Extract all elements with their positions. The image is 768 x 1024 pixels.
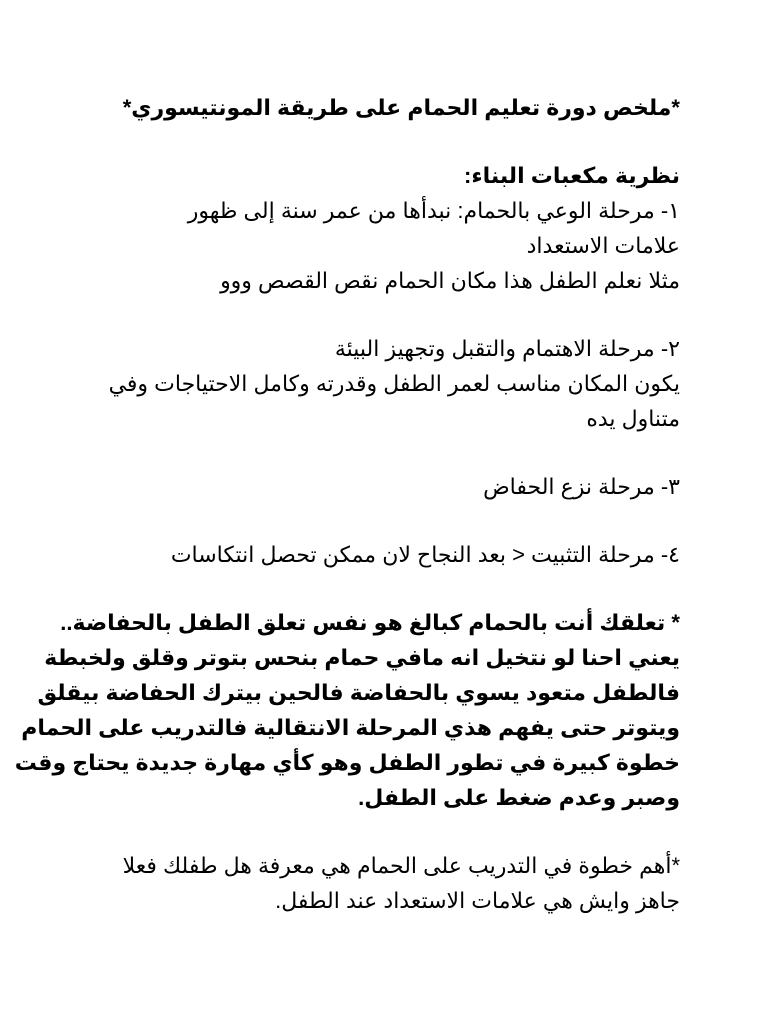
stage2-line3: متناول يده <box>586 406 680 431</box>
stage4-line1: ٤- مرحلة التثبيت < بعد النجاح لان ممكن تحصل انتكاسات <box>170 542 680 567</box>
bold-paragraph <box>14 605 680 815</box>
bold-paragraph-line: * تعلقك أنت بالحمام كبالغ هو نفس تعلق الطفل بالحفاضة.. <box>60 610 680 635</box>
bold-paragraph-line: فالطفل متعود يسوي بالحفاضة فالحين بيترك الحفاضة بيقلق <box>37 680 680 705</box>
bold-paragraph-line: خطوة كبيرة في تطور الطفل وهو كأي مهارة جديدة يحتاج وقت <box>14 750 680 775</box>
stage1-line1: ١- مرحلة الوعي بالحمام: نبدأها من عمر سنة إلى ظهور <box>187 198 680 223</box>
document-title: *ملخص دورة تعليم الحمام على طريقة المونتيسوري* <box>122 95 680 120</box>
bold-paragraph-line: ويتوتر حتى يفهم هذي المرحلة الانتقالية فالتدريب على الحمام <box>21 715 680 740</box>
stage2-line1: ٢- مرحلة الاهتمام والتقبل وتجهيز البيئة <box>334 336 680 361</box>
stage1-line3: مثلا نعلم الطفل هذا مكان الحمام نقص القصص ووو <box>220 268 680 293</box>
section-heading: نظرية مكعبات البناء: <box>464 163 680 188</box>
bold-paragraph-line: وصبر وعدم ضغط على الطفل. <box>358 785 680 810</box>
stage1-line2: علامات الاستعداد <box>526 233 680 258</box>
document-page <box>14 90 680 918</box>
final-note-line1: *أهم خطوة في التدريب على الحمام هي معرفة هل طفلك فعلا <box>122 853 680 878</box>
stage3-line1: ٣- مرحلة نزع الحفاض <box>483 474 680 499</box>
final-note-line2: جاهز وايش هي علامات الاستعداد عند الطفل. <box>275 888 680 913</box>
stage2-line2: يكون المكان مناسب لعمر الطفل وقدرته وكامل الاحتياجات وفي <box>108 371 680 396</box>
bold-paragraph-line: يعني احنا لو نتخيل انه مافي حمام بنحس بتوتر وقلق ولخبطة <box>44 645 680 670</box>
